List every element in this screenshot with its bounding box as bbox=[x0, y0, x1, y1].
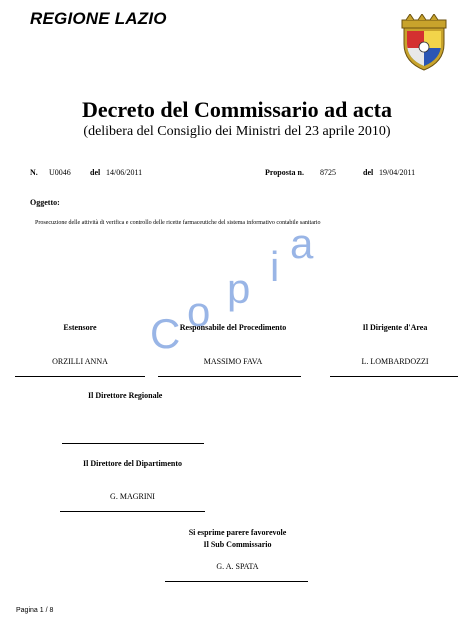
estensore-label: Estensore bbox=[63, 323, 97, 332]
estensore-name: ORZILLI ANNA bbox=[52, 357, 108, 366]
sub-commissario-label: Il Sub Commissario bbox=[203, 540, 272, 549]
watermark-letter: p bbox=[227, 265, 251, 312]
responsabile-label: Responsabile del Procedimento bbox=[179, 323, 287, 332]
dirigente-label: Il Dirigente d'Area bbox=[362, 323, 428, 332]
page-number: Pagina 1 / 8 bbox=[16, 607, 54, 614]
dirigente-signature-line bbox=[330, 376, 458, 377]
direttore-dipartimento-name: G. MAGRINI bbox=[110, 492, 155, 501]
direttore-regionale-label: Il Direttore Regionale bbox=[88, 391, 163, 400]
proposal-date-label: del bbox=[363, 168, 374, 177]
parere-line1: Si esprime parere favorevole bbox=[188, 528, 287, 537]
estensore-signature-line bbox=[15, 376, 145, 377]
region-title: REGIONE LAZIO bbox=[30, 9, 167, 28]
document-title: Decreto del Commissario ad acta bbox=[82, 97, 392, 122]
dirigente-name: L. LOMBARDOZZI bbox=[361, 357, 429, 366]
document-subtitle: (delibera del Consiglio dei Ministri del 23 aprile 2010) bbox=[83, 124, 391, 139]
sub-commissario-name: G. A. SPATA bbox=[216, 562, 259, 571]
responsabile-name: MASSIMO FAVA bbox=[203, 357, 263, 366]
proposal-value: 8725 bbox=[320, 168, 336, 177]
proposal-date-value: 19/04/2011 bbox=[379, 168, 416, 177]
date-value: 14/06/2011 bbox=[106, 168, 143, 177]
number-value: U0046 bbox=[49, 168, 71, 177]
proposal-label: Proposta n. bbox=[265, 168, 304, 177]
watermark-letter: C bbox=[150, 310, 181, 357]
direttore-dipartimento-label: Il Direttore del Dipartimento bbox=[82, 459, 182, 468]
regione-lazio-coat-of-arms-icon bbox=[398, 14, 450, 74]
direttore-regionale-signature-line bbox=[62, 443, 204, 444]
direttore-dipartimento-signature-line bbox=[60, 511, 205, 512]
number-label: N. bbox=[30, 168, 38, 177]
watermark-letter: i bbox=[270, 243, 280, 290]
subject-label: Oggetto: bbox=[30, 198, 60, 207]
watermark-letter: o bbox=[187, 288, 211, 335]
subject-text: Prosecuzione delle attività di verifica e controllo delle ricette farmaceutiche del sistema informativo contabile sanitario bbox=[35, 220, 321, 226]
watermark-letter: a bbox=[290, 220, 314, 267]
sub-commissario-signature-line bbox=[165, 581, 308, 582]
date-label: del bbox=[90, 168, 101, 177]
copia-watermark bbox=[150, 210, 360, 370]
responsabile-signature-line bbox=[158, 376, 301, 377]
